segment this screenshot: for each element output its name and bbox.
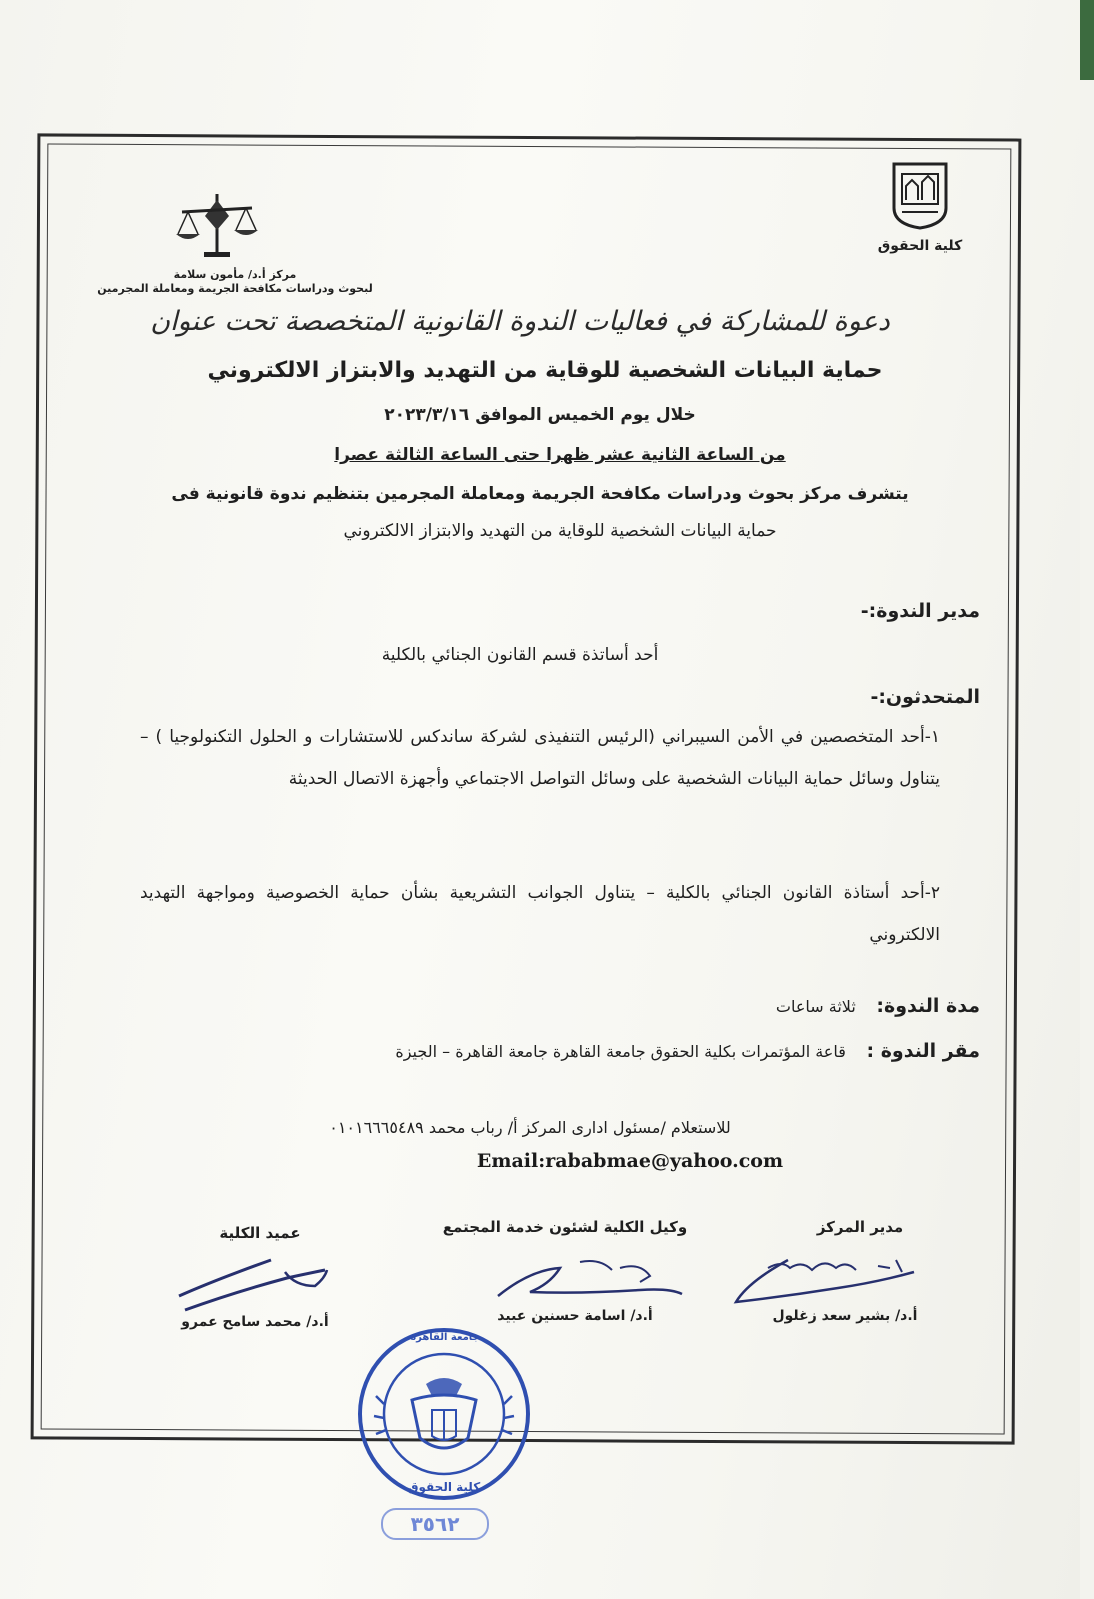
center-name-line1: مركز أ.د/ مأمون سلامة (173, 268, 297, 281)
contact-email: Email:rababmae@yahoo.com (476, 1150, 784, 1172)
seal-text-top: جامعة القاهرة (410, 1332, 480, 1343)
intro-line-1: يتشرف مركز بحوث ودراسات مكافحة الجريمة ومعاملة المجرمين بتنظيم ندوة قانونية فى (171, 484, 909, 504)
signature-name-dean: أ.د/ محمد سامح عمرو (181, 1314, 329, 1330)
moderator-text: أحد أساتذة قسم القانون الجنائي بالكلية (381, 645, 659, 665)
speaker-item-2: ٢-أحد أستاذة القانون الجنائي بالكلية – يتناول الجوانب التشريعية بشأن حماية الخصوصية ومواجهة التهديد الالكتروني (140, 883, 940, 945)
background-strip (1080, 0, 1094, 80)
signature-title-vice-dean: وكيل الكلية لشئون خدمة المجتمع (442, 1218, 688, 1236)
speakers-heading: المتحدثون:- (870, 686, 980, 708)
signature-title-director: مدير المركز (816, 1218, 904, 1236)
venue-row (260, 1040, 980, 1062)
seal-text-bottom: كلية الحقوق (407, 1480, 481, 1494)
center-name-line2: لبحوث ودراسات مكافحة الجريمة ومعاملة المجرمين (97, 282, 373, 295)
duration-row (600, 995, 980, 1017)
seminar-topic-title: حماية البيانات الشخصية للوقاية من التهديد والابتزاز الالكتروني (207, 358, 883, 383)
stamp-number: ٣٥٦٢ (410, 1512, 460, 1536)
contact-line: للاستعلام /مسئول ادارى المركز أ/ رباب محمد ٠١٠١٦٦٦٥٤٨٩ (329, 1118, 731, 1137)
research-center-name (70, 268, 400, 296)
signature-dean (175, 1256, 345, 1316)
speaker-item-1: ١-أحد المتخصصين في الأمن السيبراني (الرئيس التنفيذى لشركة ساندكس للاستشارات و الحلول التكنولوجيا ) – يتناول وسائل حماية البيانات الشخصية على وسائل التواصل الاجتماعي وأجهزة الاتصال الحديثة (140, 727, 940, 789)
signature-director (728, 1248, 928, 1312)
signature-title-dean: عميد الكلية (219, 1224, 301, 1242)
faculty-logo-icon (888, 160, 952, 230)
faculty-label: كلية الحقوق (877, 238, 963, 254)
signature-vice-dean (490, 1250, 690, 1310)
official-seal-icon (356, 1326, 532, 1502)
scales-of-justice-icon (172, 186, 262, 266)
signature-name-director: أ.د/ بشير سعد زغلول (772, 1308, 918, 1324)
moderator-heading: مدير الندوة:- (860, 600, 980, 622)
invitation-title: دعوة للمشاركة في فعاليات الندوة القانونية المتخصصة تحت عنوان (150, 306, 890, 337)
seminar-date: خلال يوم الخميس الموافق ٢٠٢٣/٣/١٦ (384, 405, 696, 425)
signature-name-vice-dean: أ.د/ اسامة حسنين عبيد (497, 1308, 653, 1324)
venue-value: قاعة المؤتمرات بكلية الحقوق جامعة القاهرة جامعة القاهرة – الجيزة (395, 1042, 846, 1061)
seminar-time: من الساعة الثانية عشر ظهرا حتى الساعة الثالثة عصرا (334, 445, 786, 465)
background-sheet-edge (1080, 80, 1094, 1599)
venue-label: مقر الندوة : (866, 1040, 980, 1062)
intro-line-2: حماية البيانات الشخصية للوقاية من التهديد والابتزاز الالكتروني (343, 521, 777, 541)
duration-label: مدة الندوة: (876, 995, 980, 1017)
duration-value: ثلاثة ساعات (775, 997, 856, 1016)
